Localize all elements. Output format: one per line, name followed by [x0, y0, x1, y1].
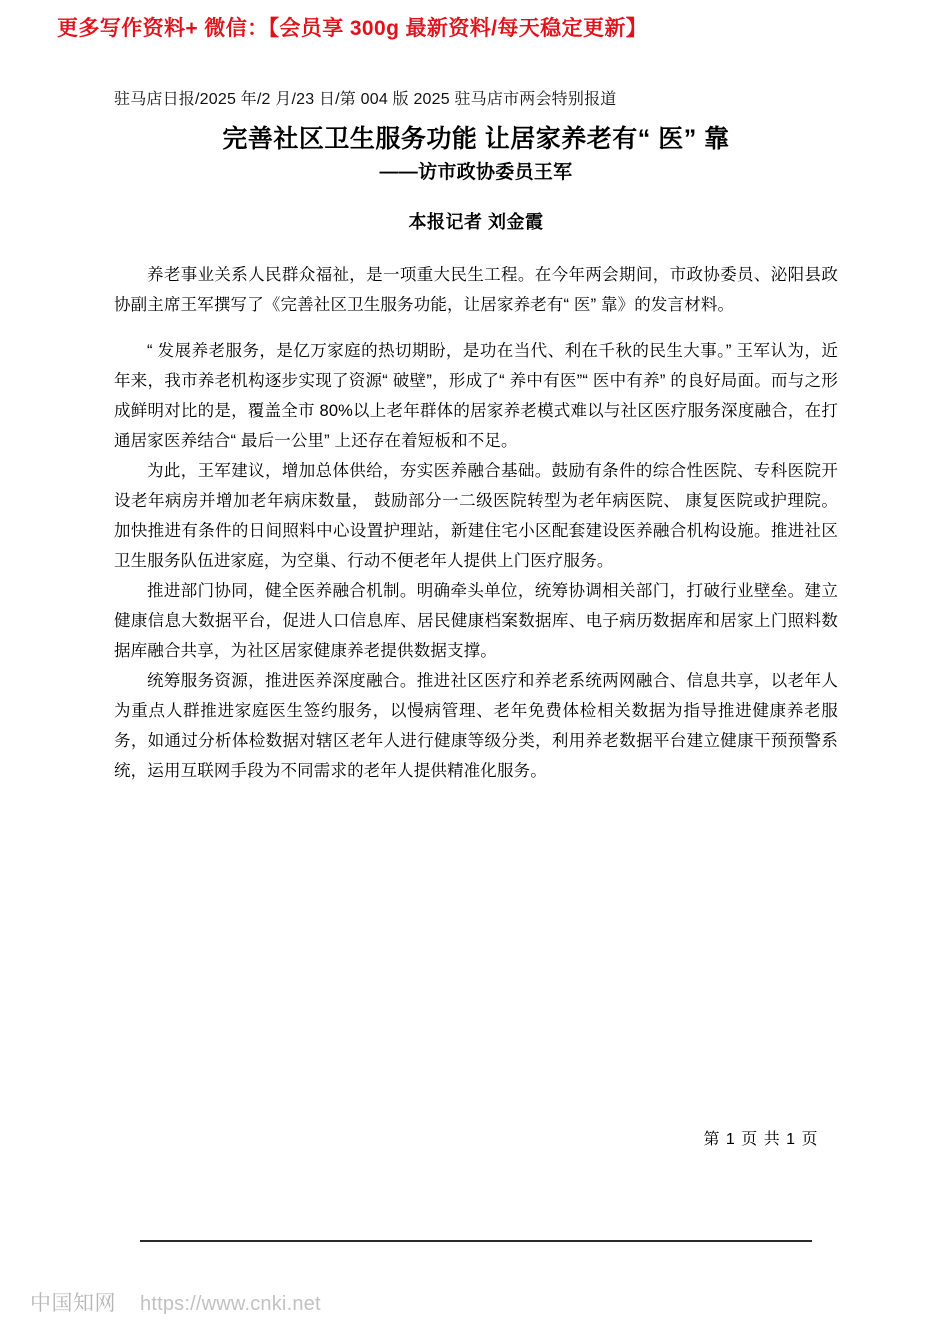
article-paragraph: 推进部门协同，健全医养融合机制。明确牵头单位，统筹协调相关部门，打破行业壁垒。建立健康信息大数据平台，促进人口信息库、居民健康档案数据库、电子病历数据库和居家上门照料数据库融合共享，为社区居家健康养老提供数据支撑。 — [114, 582, 838, 660]
article-headline: 完善社区卫生服务功能 让居家养老有“ 医” 靠 — [222, 125, 730, 153]
article-paragraph: 养老事业关系人民群众福祉，是一项重大民生工程。在今年两会期间，市政协委员、泌阳县政协副主席王军撰写了《完善社区卫生服务功能，让居家养老有“ 医” 靠》的发言材料。 — [114, 266, 838, 314]
article-container — [114, 88, 838, 786]
article-paragraph: 统筹服务资源，推进医养深度融合。推进社区医疗和养老系统两网融合、信息共享，以老年人为重点人群推进家庭医生签约服务，以慢病管理、老年免费体检相关数据为指导推进健康养老服务，如通过分析体检数据对辖区老年人进行健康等级分类，利用养老数据平台建立健康干预预警系统，运用互联网手段为不同需求的老年人提供精准化服务。 — [114, 672, 838, 780]
article-subheadline: ——访市政协委员王军 — [379, 162, 573, 183]
page-number — [0, 1128, 950, 1152]
cnki-watermark — [30, 1290, 321, 1318]
page-number-label: 第 1 页 共 1 页 — [703, 1131, 819, 1148]
article-byline: 本报记者 刘金霞 — [408, 212, 544, 232]
cnki-url-label[interactable]: https://www.cnki.net — [140, 1293, 321, 1315]
footer-divider — [140, 1240, 812, 1242]
promo-banner-text: 更多写作资料+ 微信：【会员享 300g 最新资料/每天稳定更新】 — [57, 17, 648, 40]
article-paragraph: “ 发展养老服务，是亿万家庭的热切期盼，是功在当代、利在千秋的民生大事。” 王军认为，近年来，我市养老机构逐步实现了资源“ 破壁”，形成了“ 养中有医”“ 医中有养” 的良好局面。而与之形成鲜明对比的是，覆盖全市 80%以上老年群体的居家养老模式难以与社区医疗服务深度融合，在打通居家医养结合“ 最后一公里” 上还存在着短板和不足。 — [114, 342, 838, 450]
article-paragraph: 为此，王军建议，增加总体供给，夯实医养融合基础。鼓励有条件的综合性医院、专科医院开设老年病房并增加老年病床数量， 鼓励部分一二级医院转型为老年病医院、 康复医院或护理院。加快推进有条件的日间照料中心设置护理站，新建住宅小区配套建设医养融合机构设施。推进社区卫生服务队伍进家庭，为空巢、行动不便老年人提供上门医疗服务。 — [114, 462, 838, 570]
article-dateline: 驻马店日报/2025 年/2 月/23 日/第 004 版 2025 驻马店市两会特别报道 — [114, 91, 617, 108]
cnki-brand-label: 中国知网 — [30, 1292, 116, 1315]
